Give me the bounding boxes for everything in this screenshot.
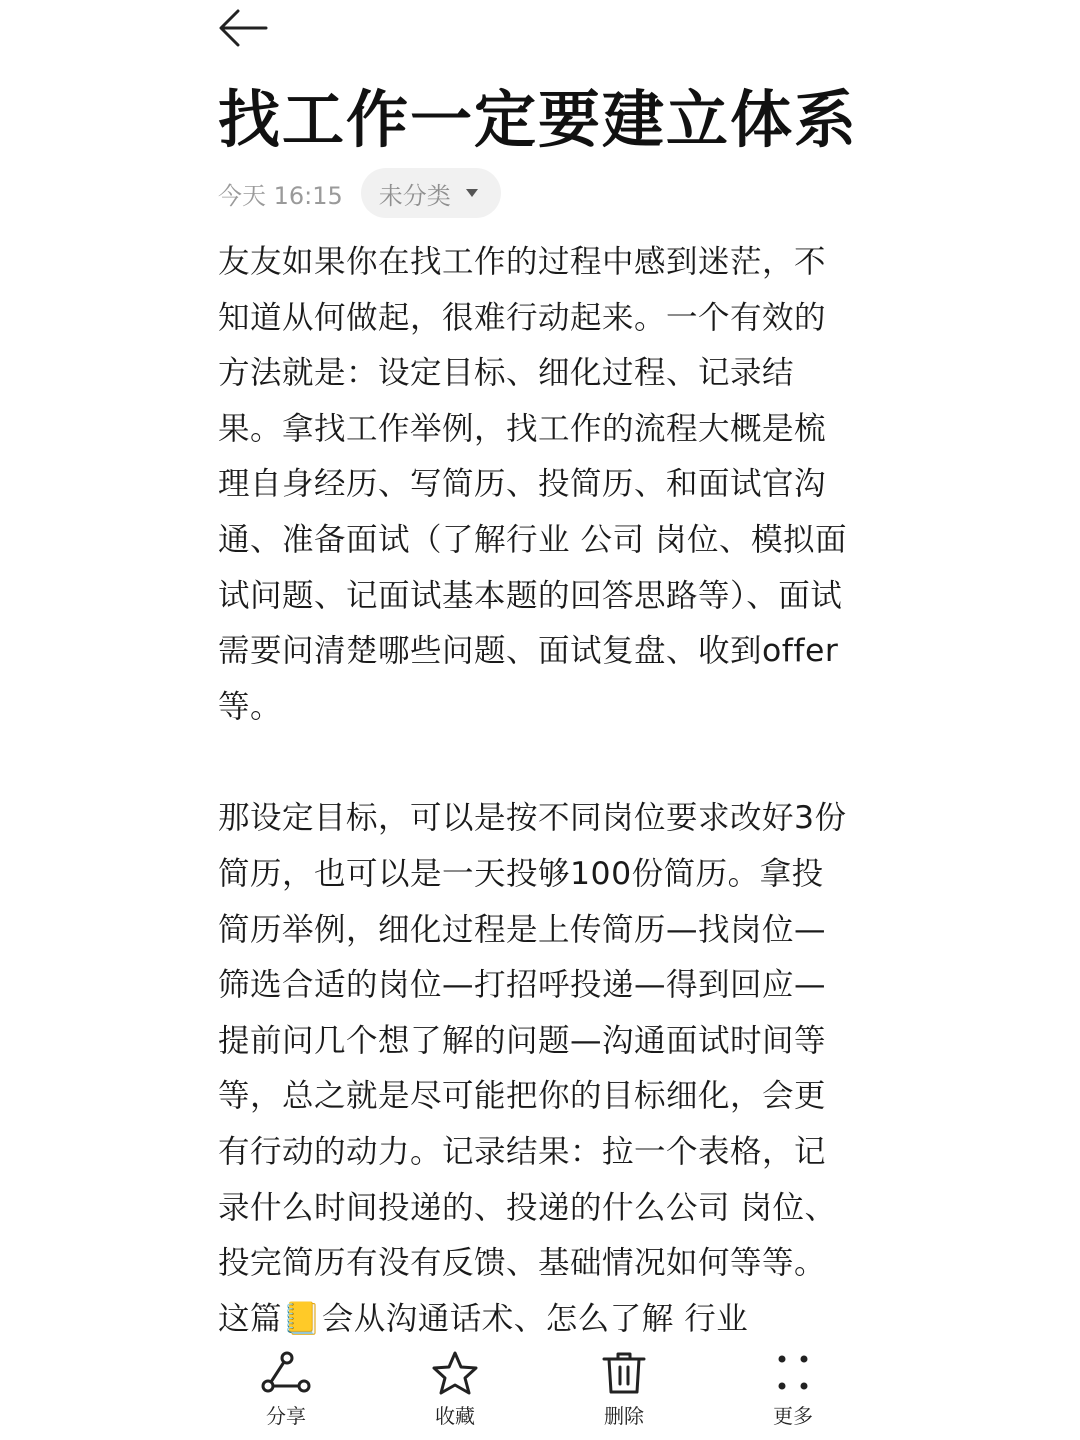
note-paragraph: 那设定目标，可以是按不同岗位要求改好3份简历，也可以是一天投够100份简历。拿投简历举例，细化过程是上传简历—找岗位—筛选合适的岗位—打招呼投递—得到回应—提前问几个想了解的问题—沟通面试时间等等，总之就是尽可能把你的目标细化，会更有行动的动力。记录结果：拉一个表格，记录什么时间投递的、投递的什么公司 岗位、投完简历有没有反馈、基础情况如何等等。这篇📒会从沟通话术、怎么了解 行业 [218,800,847,1337]
bottom-toolbar [0,1340,1080,1440]
star-icon [429,1350,481,1396]
arrow-left-icon [216,6,270,50]
caret-down-icon [465,188,479,198]
more-label: 更多 [773,1404,813,1428]
paragraph-gap [218,735,850,791]
back-button[interactable] [216,6,270,50]
trash-icon [598,1350,650,1396]
more-dots-icon [767,1350,819,1396]
more-button[interactable] [743,1350,843,1434]
delete-button[interactable] [574,1350,674,1434]
share-button[interactable] [236,1350,336,1434]
note-body[interactable] [218,235,850,1340]
note-timestamp: 今天 16:15 [218,181,343,210]
share-icon [260,1350,312,1396]
note-meta [218,168,501,218]
delete-label: 删除 [604,1404,644,1428]
note-paragraph: 友友如果你在找工作的过程中感到迷茫，不知道从何做起，很难行动起来。一个有效的方法就是：设定目标、细化过程、记录结果。拿找工作举例，找工作的流程大概是梳理自身经历、写简历、投简历、和面试官沟通、准备面试（了解行业 公司 岗位、模拟面试问题、记面试基本题的回答思路等）、面试需要问清楚哪些问题、面试复盘、收到offer等。 [218,244,848,725]
category-label: 未分类 [378,181,451,210]
favorite-label: 收藏 [435,1404,475,1428]
category-selector[interactable] [361,168,501,218]
note-title: 找工作一定要建立体系 [218,83,859,156]
favorite-button[interactable] [405,1350,505,1434]
share-label: 分享 [266,1404,306,1428]
